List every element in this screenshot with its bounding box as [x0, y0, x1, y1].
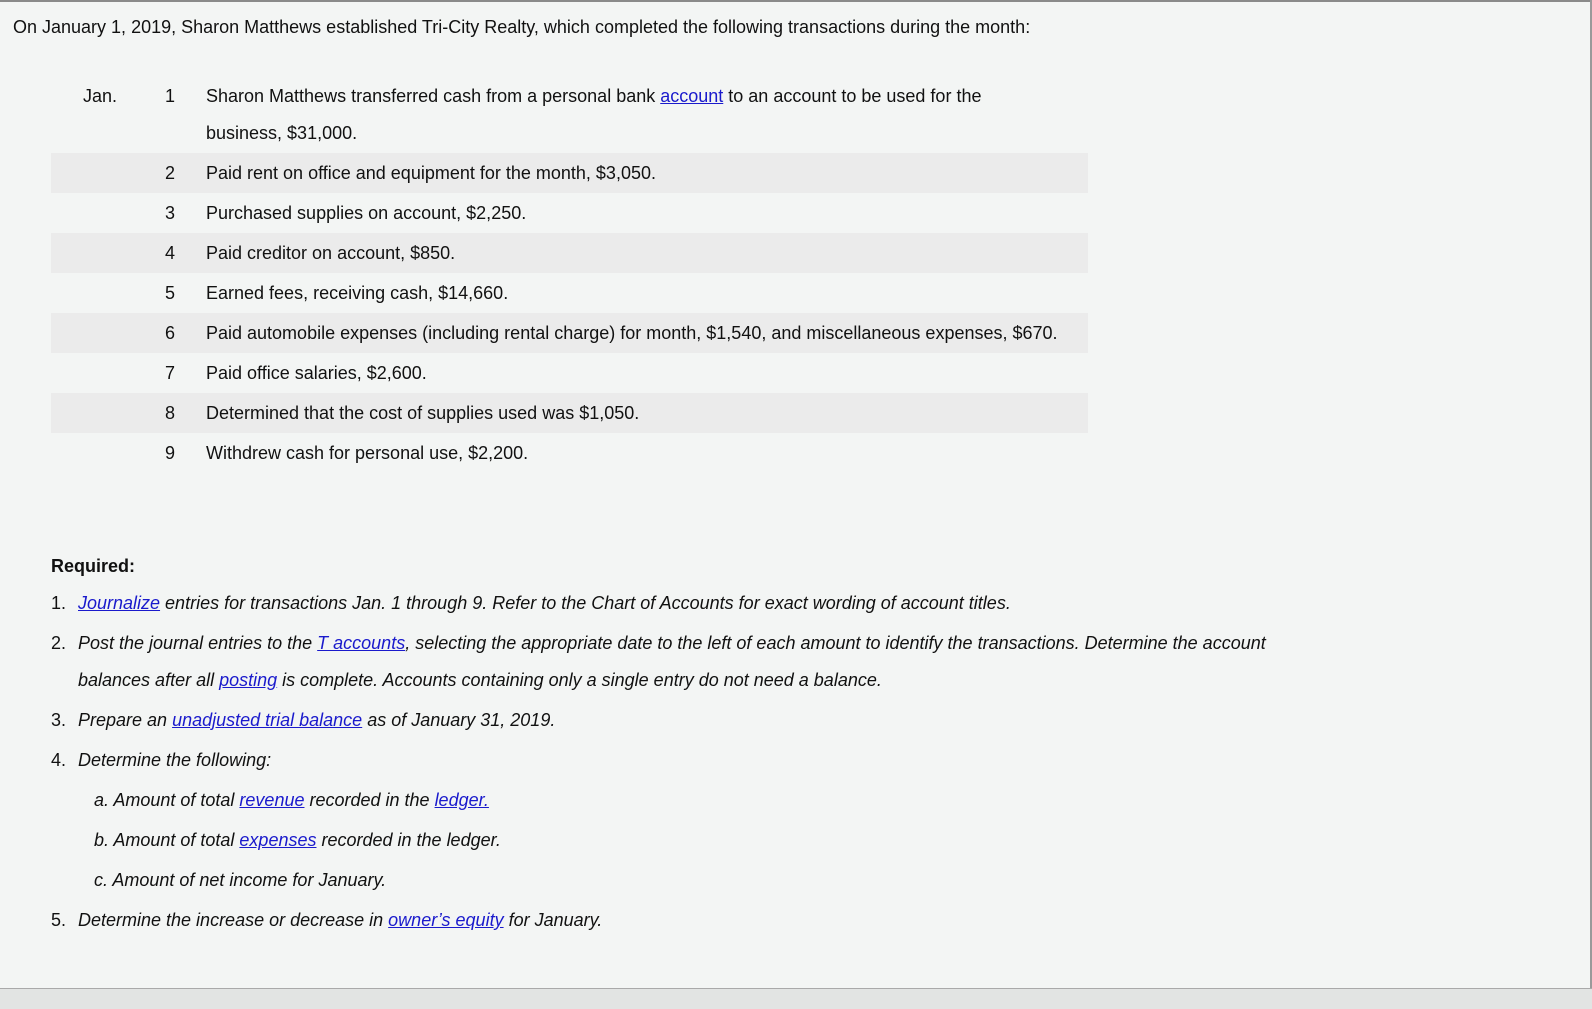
- top-border: [0, 0, 1592, 2]
- item-number: 2.: [51, 633, 67, 653]
- bottom-toolbar-strip: [0, 988, 1592, 1009]
- transaction-description: Purchased supplies on account, $2,250.: [206, 203, 527, 223]
- unadjusted-trial-balance-link[interactable]: unadjusted trial balance: [172, 710, 363, 730]
- transaction-row-7: [51, 353, 1088, 393]
- journalize-link[interactable]: Journalize: [78, 593, 161, 613]
- transaction-row-3: [51, 193, 1088, 233]
- transaction-day: 5: [164, 283, 175, 303]
- transaction-day: 4: [164, 243, 175, 263]
- transaction-day: 2: [164, 163, 175, 183]
- required-item-5: [51, 902, 1311, 939]
- transaction-description: Withdrew cash for personal use, $2,200.: [206, 443, 529, 463]
- t-accounts-link[interactable]: T accounts: [317, 633, 406, 653]
- transaction-day: 9: [164, 443, 175, 463]
- transaction-description: Paid rent on office and equipment for the month, $3,050.: [206, 163, 656, 183]
- item-number: 5.: [51, 910, 67, 930]
- subitem-b: b. Amount of total expenses recorded in the ledger.: [94, 830, 501, 850]
- transaction-description: Paid office salaries, $2,600.: [206, 363, 427, 383]
- subitem-a: a. Amount of total revenue recorded in the ledger.: [94, 790, 489, 810]
- transaction-day: 3: [164, 203, 175, 223]
- transaction-description: Paid automobile expenses (including rental charge) for month, $1,540, and miscellaneous expenses, $670.: [206, 323, 1058, 343]
- transaction-day: 1: [164, 86, 175, 106]
- transactions-table: [51, 76, 1088, 473]
- transaction-description: Paid creditor on account, $850.: [206, 243, 456, 263]
- owners-equity-link[interactable]: owner’s equity: [388, 910, 504, 930]
- transaction-month: [51, 355, 151, 392]
- transaction-month: Jan.: [83, 86, 118, 106]
- transaction-row-5: [51, 273, 1088, 313]
- required-item-2: [51, 625, 1311, 699]
- item-number: 3.: [51, 710, 67, 730]
- transaction-month: [51, 315, 151, 352]
- transaction-day: 7: [164, 363, 175, 383]
- transaction-month: [51, 195, 151, 232]
- transaction-description: Sharon Matthews transferred cash from a personal bank account to an account to be used for the business, $31,000.: [206, 86, 982, 143]
- transaction-description: Earned fees, receiving cash, $14,660.: [206, 283, 509, 303]
- transaction-row-6: [51, 313, 1088, 353]
- transaction-description: Determined that the cost of supplies used was $1,050.: [206, 403, 640, 423]
- item-text: Journalize entries for transactions Jan. 1 through 9. Refer to the Chart of Accounts for exact wording of account titles.: [78, 593, 1011, 613]
- subitem-c: c. Amount of net income for January.: [94, 870, 387, 890]
- item-text: Prepare an unadjusted trial balance as of January 31, 2019.: [78, 710, 556, 730]
- expenses-link[interactable]: expenses: [239, 830, 317, 850]
- transaction-month: [51, 155, 151, 192]
- item-number: 4.: [51, 750, 67, 770]
- item-text: Determine the following:: [78, 750, 272, 770]
- item-text: Determine the increase or decrease in owner’s equity for January.: [78, 910, 603, 930]
- required-list: [51, 585, 1311, 942]
- transaction-month: [51, 235, 151, 272]
- transaction-row-1: [51, 76, 1088, 153]
- required-item-1: [51, 585, 1311, 622]
- transaction-row-8: [51, 393, 1088, 433]
- transaction-row-4: [51, 233, 1088, 273]
- item-text: Post the journal entries to the T accounts, selecting the appropriate date to the left of each amount to identify the transactions. Determine the account balances after all posting is complete. Accounts containing only a single entry do not need a balance.: [78, 633, 1266, 690]
- account-link[interactable]: account: [660, 86, 724, 106]
- intro-text: On January 1, 2019, Sharon Matthews established Tri-City Realty, which completed the following transactions during the month:: [13, 17, 1031, 37]
- posting-link[interactable]: posting: [219, 670, 278, 690]
- transaction-month: [51, 395, 151, 432]
- ledger-link[interactable]: ledger.: [434, 790, 489, 810]
- required-item-3: [51, 702, 1311, 739]
- transaction-month: [51, 275, 151, 312]
- transaction-row-9: [51, 433, 1088, 473]
- required-heading: Required:: [51, 556, 136, 576]
- transaction-day: 8: [164, 403, 175, 423]
- transaction-month: [51, 435, 151, 472]
- required-item-4: [51, 742, 1311, 779]
- revenue-link[interactable]: revenue: [239, 790, 305, 810]
- transaction-day: 6: [164, 323, 175, 343]
- item-number: 1.: [51, 593, 67, 613]
- transaction-row-2: [51, 153, 1088, 193]
